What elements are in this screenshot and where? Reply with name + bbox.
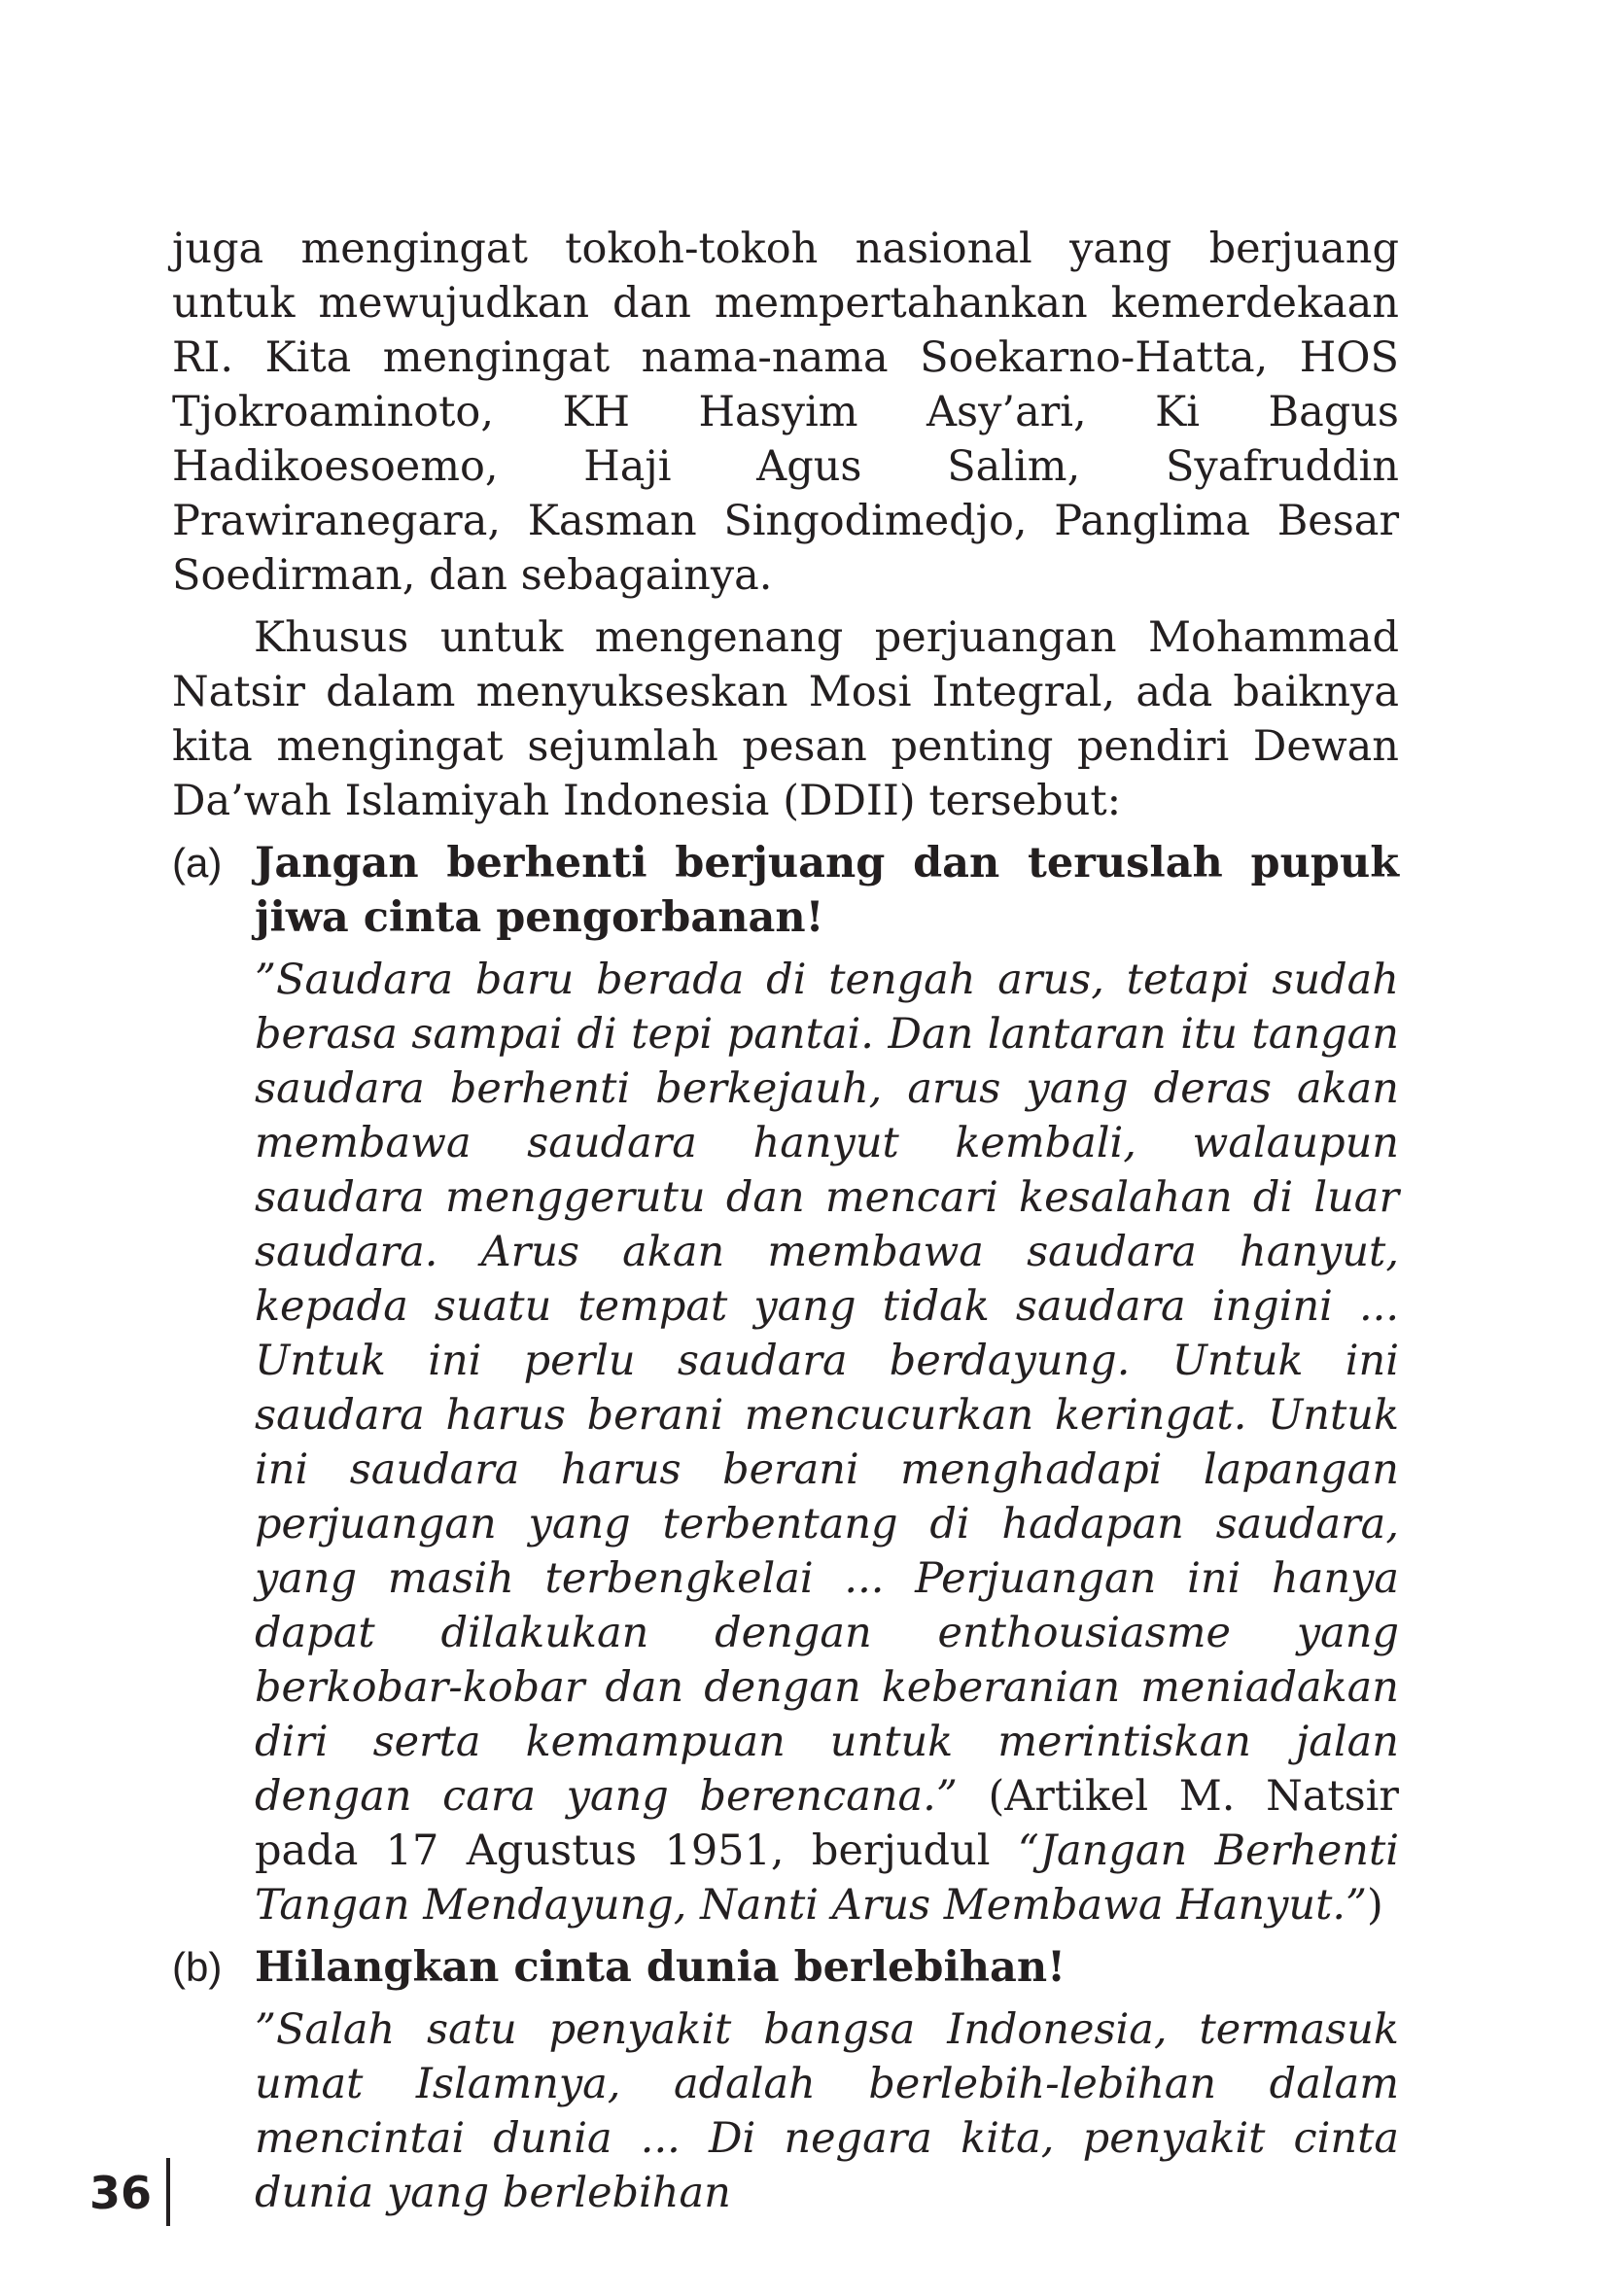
body-paragraph-2: Khusus untuk mengenang perjuangan Mohammad Natsir dalam menyukseskan Mosi Integral, ada baiknya kita mengingat sejumlah pesan penting pendiri Dewan Da’wah Islamiyah Indonesia (DDII) tersebut: [172, 613, 1399, 825]
list-item-a [172, 836, 1399, 1932]
page-number: 36 [89, 2167, 153, 2219]
citation-suffix: ) [1367, 1881, 1383, 1930]
quote-block [255, 953, 1399, 1932]
page-number-divider [166, 2158, 170, 2226]
list-item-heading: Hilangkan cinta dunia berlebihan! [255, 1943, 1066, 1992]
list-item-heading: Jangan berhenti berjuang dan teruslah pupuk jiwa cinta pengorbanan! [255, 839, 1399, 942]
page-body [172, 222, 1399, 2220]
body-paragraph-1: juga mengingat tokoh-tokoh nasional yang berjuang untuk mewujudkan dan mempertahankan kemerdekaan RI. Kita mengingat nama-nama Soekarno-Hatta, HOS Tjokroaminoto, KH Hasyim Asy’ari, Ki Bagus Hadikoesoemo, Haji Agus Salim, Syafruddin Prawiranegara, Kasman Singodimedjo, Panglima Besar Soedirman, dan sebagainya. [172, 225, 1399, 600]
list-item-label: (a) [172, 840, 223, 886]
quote-text: ”Salah satu penyakit bangsa Indonesia, termasuk umat Islamnya, adalah berlebih-lebihan dalam mencintai dunia ... Di negara kita, penyakit cinta dunia yang berlebihan [255, 2005, 1399, 2217]
citation-title: “Jangan Berhenti Tangan Mendayung, Nanti Arus Membawa Hanyut.” [255, 1826, 1400, 1930]
quote-text: ”Saudara baru berada di tengah arus, tetapi sudah berasa sampai di tepi pantai. Dan lantaran itu tangan saudara berhenti berkejauh, arus yang deras akan membawa saudara hanyut kembali, walaupun saudara menggerutu dan mencari kesalahan di luar saudara. Arus akan membawa saudara hanyut, kepada suatu tempat yang tidak saudara ingini ... Untuk ini perlu saudara berdayung. Untuk ini saudara harus berani mencucurkan keringat. Untuk ini saudara harus berani menghadapi lapangan perjuangan yang terbentang di hadapan saudara, yang masih terbengkelai ... Perjuangan ini hanya dapat dilakukan dengan enthousiasme yang berkobar-kobar dan dengan keberanian meniadakan diri serta kemampuan untuk merintiskan jalan dengan cara yang berencana.” [255, 956, 1399, 1821]
citation-prefix: (Artikel M. Natsir pada 17 Agustus 1951, berjudul [255, 1772, 1399, 1875]
list-item-label: (b) [172, 1944, 223, 1990]
list-item-b [172, 1940, 1399, 2220]
quote-block [255, 2002, 1399, 2220]
